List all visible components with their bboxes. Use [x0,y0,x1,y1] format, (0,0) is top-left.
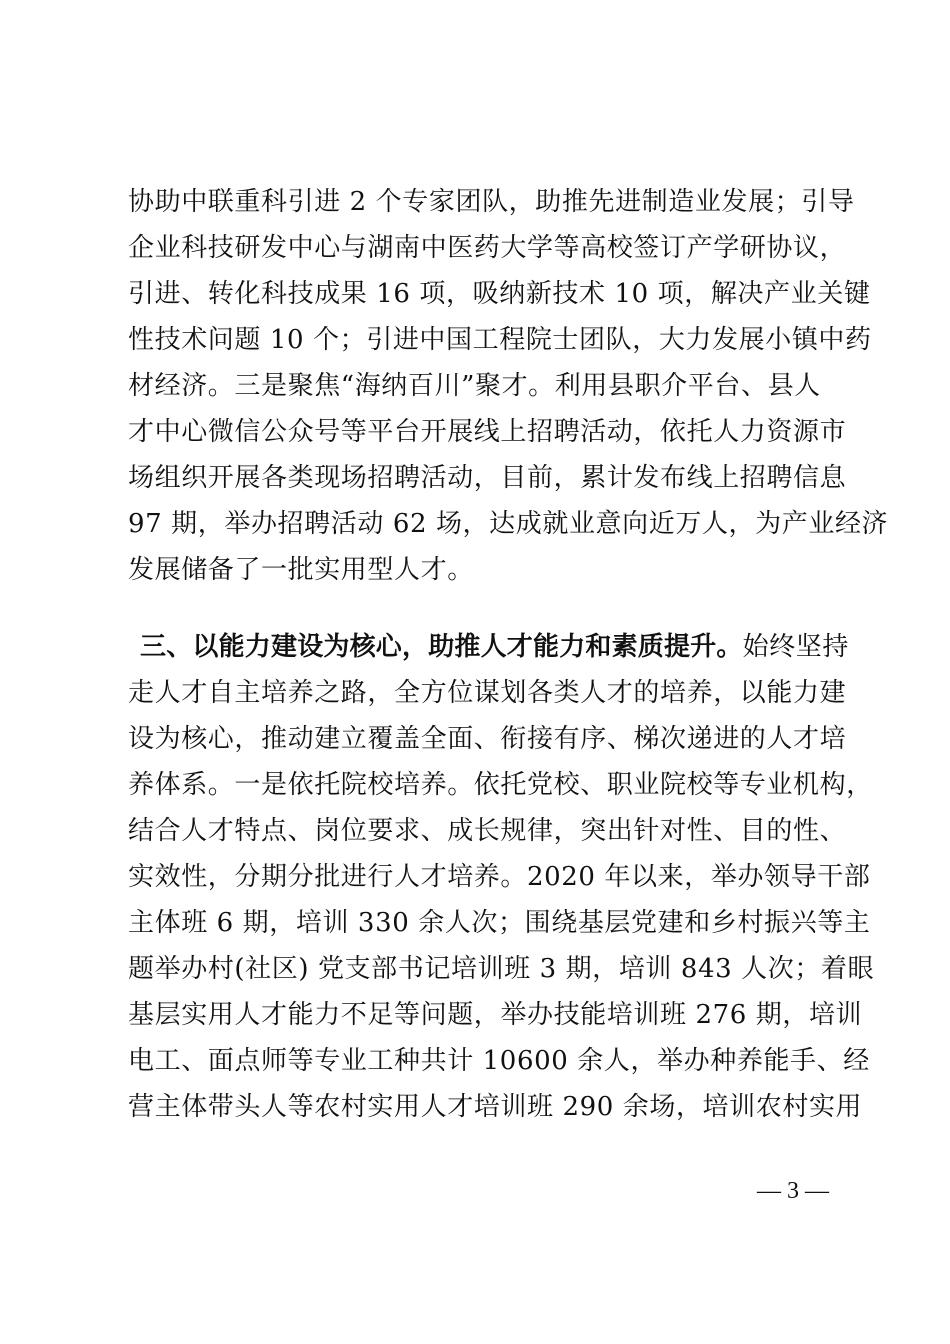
section-three-line-10: 电工、面点师等专业工种共计 10600 余人，举办种养能手、经 [128,1046,870,1076]
section-three-line-8: 题举办村(社区) 党支部书记培训班 3 期，培训 843 人次；着眼 [128,954,875,984]
section-three-line-2: 走人才自主培养之路，全方位谋划各类人才的培养，以能力建 [128,678,847,708]
section-three-line-6: 实效性，分期分批进行人才培养。2020 年以来，举办领导干部 [128,862,871,892]
section-three-line-11: 营主体带头人等农村实用人才培训班 290 余场，培训农村实用 [128,1092,863,1122]
paragraph-one-line-1: 协助中联重科引进 2 个专家团队，助推先进制造业发展；引导 [128,187,855,217]
paragraph-one-line-6: 才中心微信公众号等平台开展线上招聘活动，依托人力资源市 [128,417,847,447]
paragraph-one-line-7: 场组织开展各类现场招聘活动，目前，累计发布线上招聘信息 [128,463,847,493]
section-three-first-line [140,625,850,669]
section-three-line-5: 结合人才特点、岗位要求、成长规律，突出针对性、目的性、 [128,816,847,846]
section-three-first-line-tail: 始终坚持 [742,632,850,662]
section-three-heading: 三、以能力建设为核心，助推人才能力和素质提升。 [140,632,743,662]
paragraph-one-line-4: 性技术问题 10 个；引进中国工程院士团队，大力发展小镇中药 [128,325,872,355]
paragraph-one-line-8: 97 期，举办招聘活动 62 场，达成就业意向近万人，为产业经济 [128,509,889,539]
paragraph-one-line-5: 材经济。三是聚焦“海纳百川”聚才。利用县职介平台、县人 [128,371,821,401]
section-three-line-7: 主体班 6 期，培训 330 余人次；围绕基层党建和乡村振兴等主 [128,908,871,938]
section-three-line-9: 基层实用人才能力不足等问题，举办技能培训班 276 期，培训 [128,1000,863,1030]
paragraph-one-line-2: 企业科技研发中心与湖南中医药大学等高校签订产学研协议， [128,233,847,263]
paragraph-one-line-9: 发展储备了一批实用型人才。 [128,555,474,585]
page-number: — 3 — [757,1178,829,1204]
section-three-line-4: 养体系。一是依托院校培养。依托党校、职业院校等专业机构， [128,770,873,800]
section-three-line-3: 设为核心，推动建立覆盖全面、衔接有序、梯次递进的人才培 [128,724,847,754]
paragraph-one-line-3: 引进、转化科技成果 16 项，吸纳新技术 10 项，解决产业关键 [128,279,871,309]
